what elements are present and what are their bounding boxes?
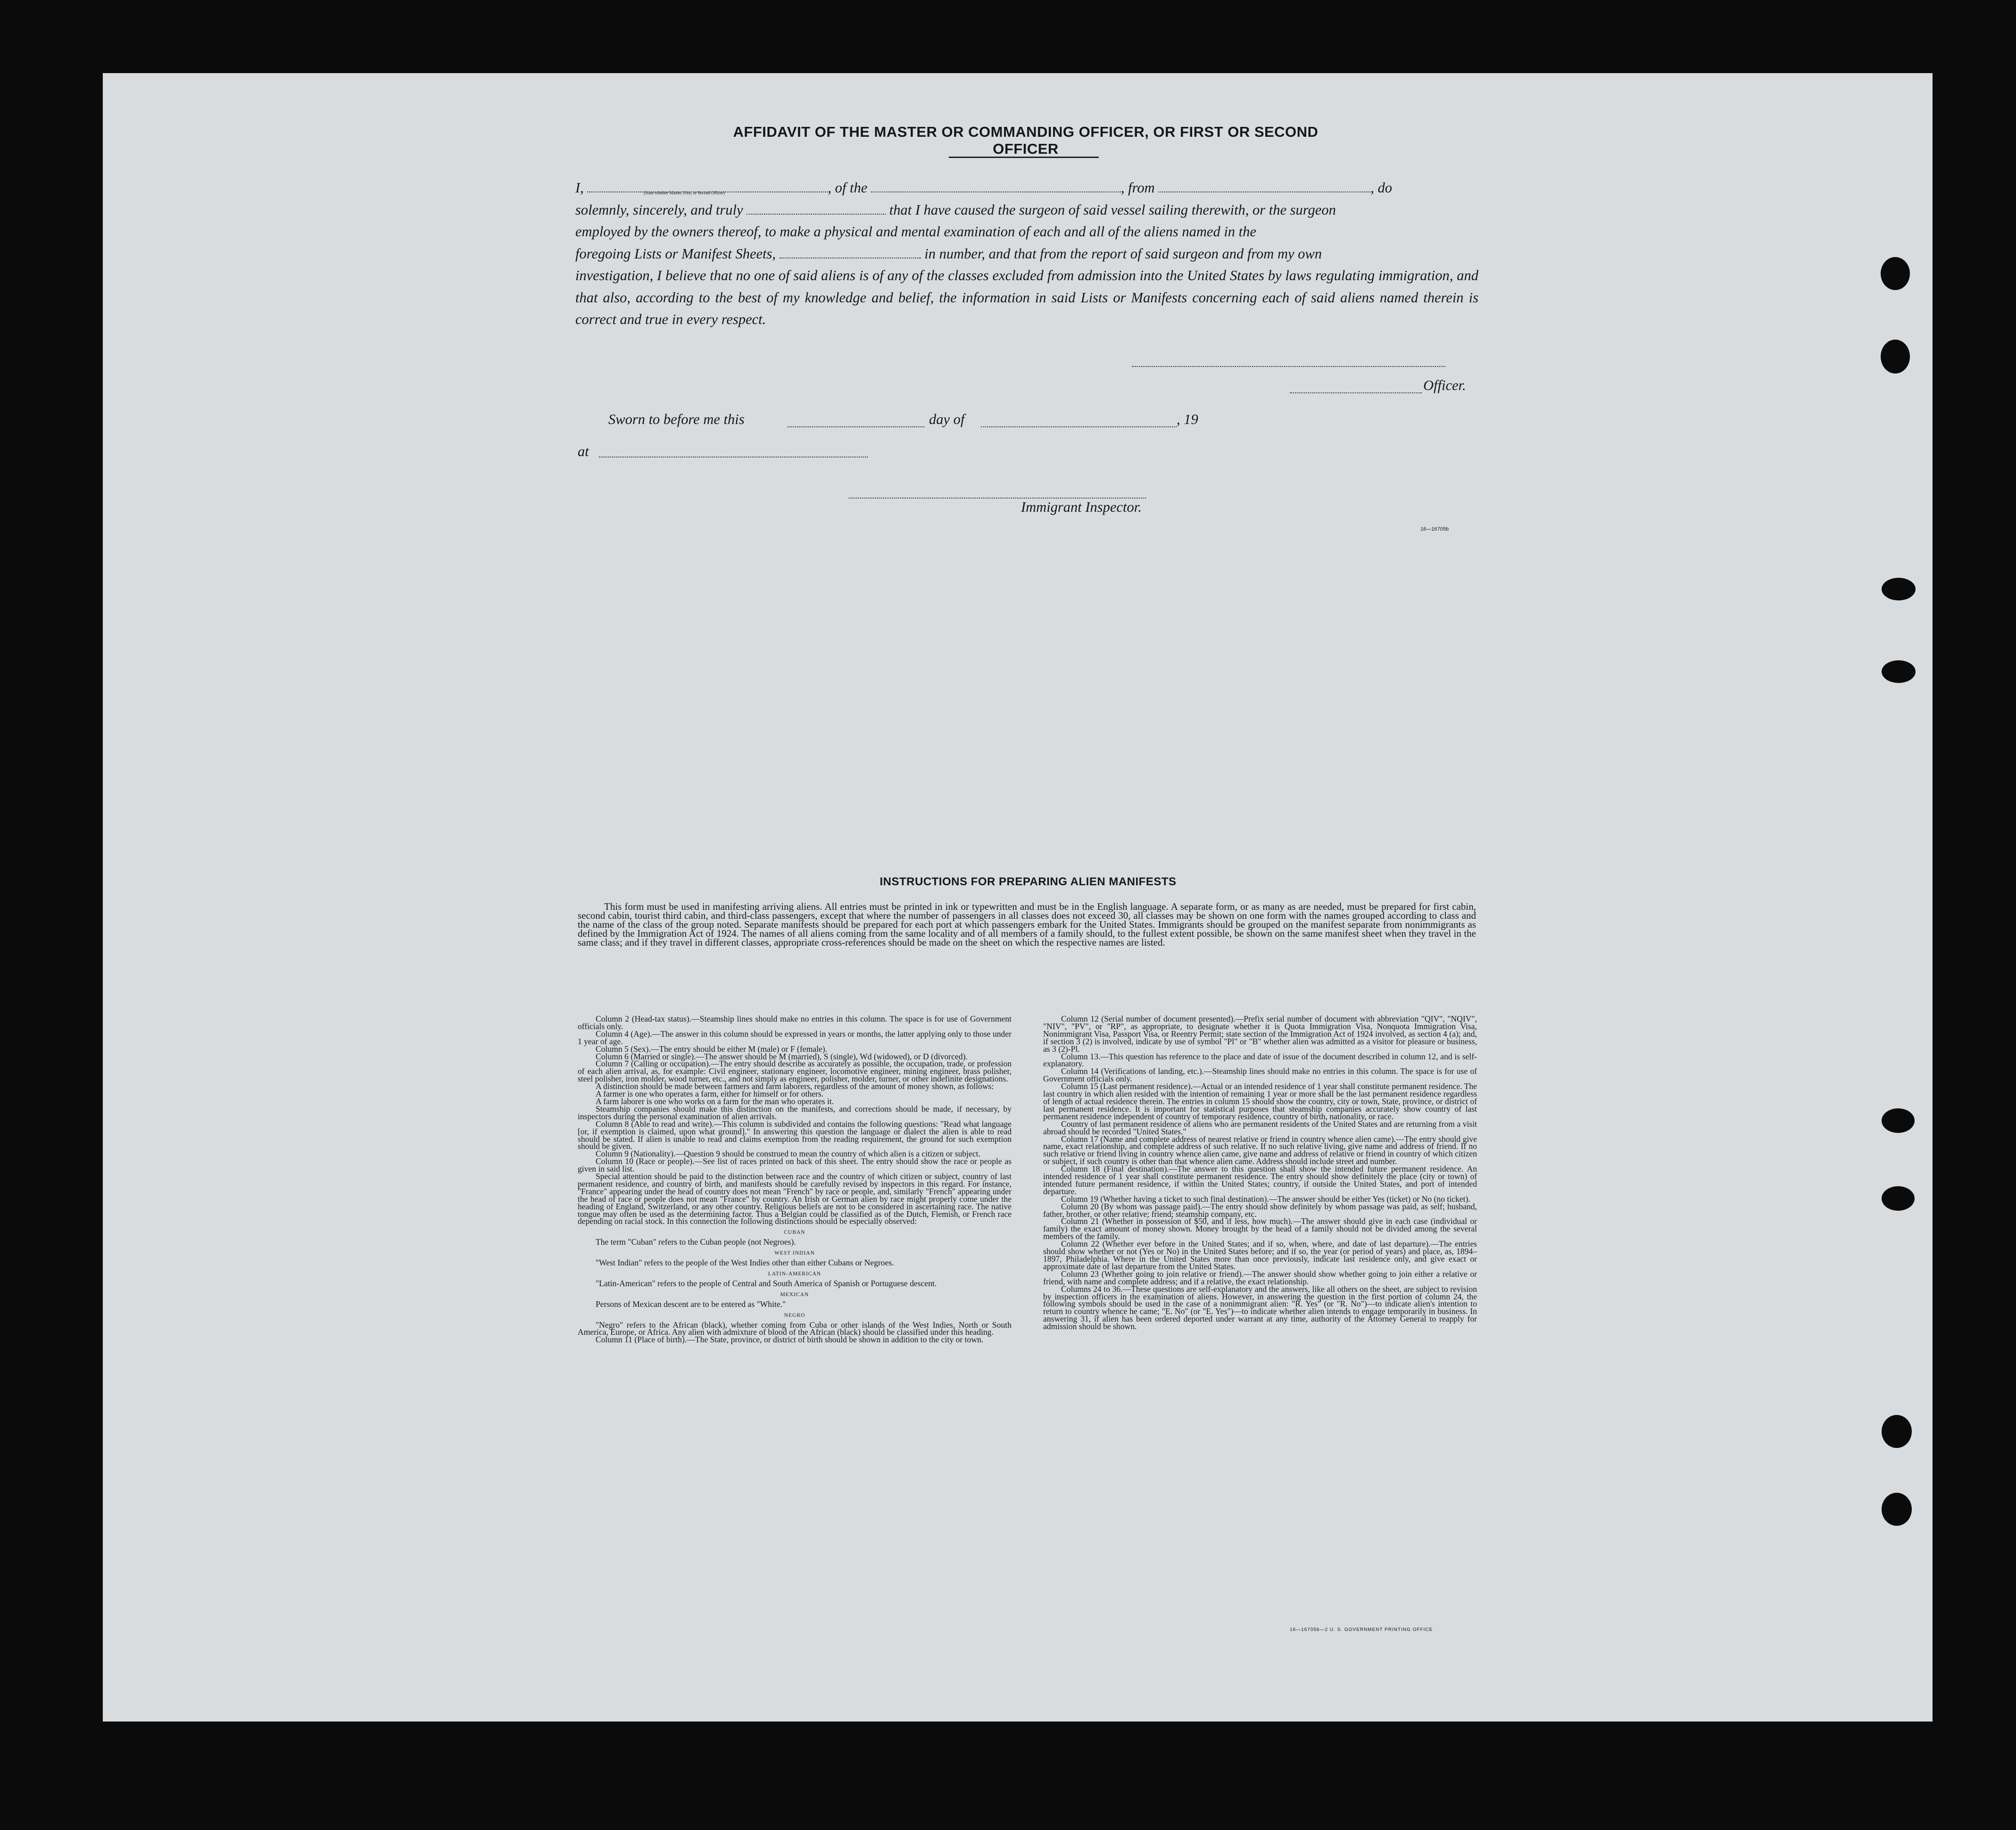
instruction-paragraph: Column 2 (Head-tax status).—Steamship lines should make no entries in this column. The space is for use of Government officials only. xyxy=(578,1014,1012,1031)
instruction-paragraph: Country of last permanent residence of aliens who are permanent residents of the United States and are returning from a visit abroad should be recorded "United States." xyxy=(1043,1119,1477,1136)
affidavit-line-1: I, , of the , from , do (State whether Master, First, or Second Officer) xyxy=(575,180,1393,196)
instruction-paragraph: Column 19 (Whether having a ticket to such final destination).—The answer should be either Yes (ticket) or No (no ticket). xyxy=(1061,1194,1470,1204)
instruction-paragraph: Column 18 (Final destination).—The answer to this question shall show the intended future permanent residence. An intended residence of 1 year shall constitute permanent residence. The entry should show definitely the place (city or town) of intended future permanent residence, if within the United States; country, if outside the United States, and port of intended departure. xyxy=(1043,1164,1477,1196)
instruction-paragraph: Column 9 (Nationality).—Question 9 should be construed to mean the country of which alien is a citizen or subject. xyxy=(596,1149,980,1159)
sheet-count-blank[interactable] xyxy=(780,247,921,258)
instruction-paragraph: "Negro" refers to the African (black), whether coming from Cuba or other islands of the West Indies, North or South America, Europe, or Africa. Any alien with admixture of blood of the African (black) should be classified under this heading. xyxy=(578,1320,1012,1337)
instruction-paragraph: Column 21 (Whether in possession of $50, and if less, how much).—The answer should give in each case (individual or family) the exact amount of money shown. Money brought by the head of a family should not be divided among the several members of the family. xyxy=(1043,1216,1477,1241)
affidavit-line-4: foregoing Lists or Manifest Sheets, in number, and that from the report of said surgeon and from my own xyxy=(575,245,1322,262)
inspector-signature-line[interactable] xyxy=(849,498,1146,499)
binder-hole xyxy=(1882,1108,1915,1133)
heading-latin-american: LATIN-AMERICAN xyxy=(768,1271,821,1277)
instruction-paragraph: The term "Cuban" refers to the Cuban people (not Negroes). xyxy=(596,1237,796,1247)
officer-label: Officer. xyxy=(1423,377,1466,393)
affidavit-rest: investigation, I believe that no one of said aliens is of any of the classes excluded from admission into the United States by laws regulating immigration, and that also, according to the best of my knowledge and belief, the information in said Lists or Manifests concerning each of said aliens named therein is correct and true in every respect. xyxy=(575,267,1478,327)
instruction-paragraph: Column 23 (Whether going to join relative or friend).—The answer should show whether going to join either a relative or friend, with name and complete address; and if a relative, the exact relationship. xyxy=(1043,1269,1477,1286)
heading-west-indian: WEST INDIAN xyxy=(774,1250,815,1256)
day-of-label: day of xyxy=(929,411,965,427)
sworn-month-blank[interactable] xyxy=(981,426,1177,427)
instruction-paragraph: Column 5 (Sex).—The entry should be either M (male) or F (female). xyxy=(596,1044,828,1054)
instruction-paragraph: A farmer is one who operates a farm, either for himself or for others. xyxy=(596,1089,824,1099)
printing-office-footer: 16—16705b—2 U. S. GOVERNMENT PRINTING OFFICE xyxy=(1290,1627,1433,1632)
instruction-paragraph: Column 17 (Name and complete address of nearest relative or friend in country whence alien came).—The entry should give name, exact relationship, and complete address of such relative. If no such relative living, give name and address of friend. If no such relative or friend living in country whence alien came, give name and address of relative or friend in country of which citizen or subject, if such country is other than that whence alien came. Address should include street and number. xyxy=(1043,1134,1477,1166)
title-underline xyxy=(949,157,1099,158)
instruction-paragraph: Persons of Mexican descent are to be entered as "White." xyxy=(596,1299,786,1309)
heading-negro: NEGRO xyxy=(784,1312,805,1318)
instruction-paragraph: Columns 24 to 36.—These questions are self-explanatory and the answers, like all others on the sheet, are subject to revision by inspection officers in the examination of aliens. However, in answering the question in the first portion of column 24, the following symbols should be used in the case of a nonimmigrant alien: "R. Yes" (or "R. No")—to indicate alien's intention to return to country whence he came; "E. No" (or "E. Yes")—to indicate whether alien intends to engage temporarily in business. In answering 31, if alien has been ordered deported under warrant at any time, authority of the Attorney General to reapply for admission should be shown. xyxy=(1043,1284,1477,1331)
instruction-paragraph: Column 12 (Serial number of document presented).—Prefix serial number of document with abbreviation "QIV", "NQIV", "NIV", "PV", or "RP", as appropriate, to designate whether it is Quota Immigration Visa, Nonquota Immigration Visa, Nonimmigrant Visa, Passport Visa, or Reentry Permit; state section of the Immigration Act of 1924 involved, as section 4 (a); and, if section 3 (2) is involved, indicate by use of symbol "Pl" or "B" whether alien was admitted as a visitor for pleasure or business, as 3 (2)-Pl. xyxy=(1043,1014,1477,1054)
instruction-paragraph: A distinction should be made between farmers and farm laborers, regardless of the amount of money shown, as follows: xyxy=(596,1081,994,1091)
instructions-left-column xyxy=(578,1015,1012,1344)
rank-note: (State whether Master, First, or Second Officer) xyxy=(644,191,725,195)
at-label: at xyxy=(578,443,589,459)
signature-blank[interactable] xyxy=(747,203,886,215)
binder-hole xyxy=(1882,660,1916,683)
instruction-paragraph: "Latin-American" refers to the people of Central and South America of Spanish or Portuguese descent. xyxy=(596,1278,937,1288)
instruction-paragraph: Column 6 (Married or single).—The answer should be M (married), S (single), Wd (widowed), or D (divorced). xyxy=(596,1051,968,1061)
instruction-paragraph: "West Indian" refers to the people of the West Indies other than either Cubans or Negroes. xyxy=(596,1258,894,1268)
instructions-right-column xyxy=(1043,1015,1477,1331)
instruction-paragraph: Column 14 (Verifications of landing, etc.).—Steamship lines should make no entries in this column. The space is for use of Government officials only. xyxy=(1043,1066,1477,1084)
sworn-label: Sworn to before me this xyxy=(608,411,745,427)
binder-hole xyxy=(1881,257,1910,290)
vessel-blank[interactable] xyxy=(871,181,1121,192)
instruction-paragraph: Column 8 (Able to read and write).—This column is subdivided and contains the following questions: "Read what language [or, if exemption is claimed, upon what ground]." In answering this question the language or dialect the alien is able to read should be stated. If alien is unable to read and claims exemption from the reading requirement, the ground for such exemption should be given. xyxy=(578,1119,1012,1151)
affidavit-line-2: solemnly, sincerely, and truly that I have caused the surgeon of said vessel sailing therewith, or the surgeon xyxy=(575,201,1336,218)
instruction-paragraph: Column 10 (Race or people).—See list of races printed on back of this sheet. The entry should show the race or people as given in said list. xyxy=(578,1156,1012,1174)
instruction-paragraph: Column 20 (By whom was passage paid).—The entry should show definitely by whom passage was paid, as self; husband, father, brother, or other relative; friend; steamship company, etc. xyxy=(1043,1201,1477,1219)
affidavit-body xyxy=(575,177,1478,331)
form-code: 16—16705b xyxy=(1420,526,1449,532)
instruction-paragraph: Column 13.—This question has reference to the place and date of issue of the document described in column 12, and is self-explanatory. xyxy=(1043,1051,1477,1069)
binder-hole xyxy=(1881,340,1910,374)
instructions-intro: This form must be used in manifesting arriving aliens. All entries must be printed in ink or typewritten and must be in the English language. A separate form, or as many as are needed, must be prepared for first cabin, second cabin, tourist third cabin, and third-class passengers, except that where the number of passengers in all classes does not exceed 30, all classes may be shown on one form with the names grouped according to class and the name of the class of the group noted. Separate manifests should be prepared for each port at which passengers embark for the United States. Immigrants should be grouped on the manifest separate from nonimmigrants as defined by the Immigration Act of 1924. The names of all aliens coming from the same locality and of all members of a family should, to the fullest extent possible, be shown on the same manifest sheet when they travel in the same class; and if they travel in different classes, appropriate cross-references should be made on the sheet on which the respective names are listed. xyxy=(578,901,1476,948)
heading-cuban: CUBAN xyxy=(784,1230,805,1236)
affidavit-line-3: employed by the owners thereof, to make a physical and mental examination of each and all of the aliens named in the xyxy=(575,224,1256,240)
instruction-paragraph: Steamship companies should make this distinction on the manifests, and corrections should be made, if necessary, by inspectors during the personal examination of alien arrivals. xyxy=(578,1104,1012,1121)
instruction-paragraph: A farm laborer is one who works on a farm for the man who operates it. xyxy=(596,1096,834,1106)
binder-hole xyxy=(1882,578,1916,600)
instruction-paragraph: Special attention should be paid to the distinction between race and the country of which citizen or subject, country of last permanent residence, and country of birth, and manifests should be carefully revised by inspectors in this regard. For instance, "France" appearing under the head of country does not mean "French" by race or people, and, similarly "French" appearing under the head of race or people does not mean "France" by country. An Irish or German alien by race might properly come under the heading of England, Switzerland, or any other country. Religious beliefs are not to be considered in ascertaining race. The native tongue may often be used as the determining factor. Thus a Belgian could be classified as of the Dutch, Flemish, or French race depending on racial stock. In this connection the following distinctions should be especially observed: xyxy=(578,1172,1012,1226)
instructions-title: INSTRUCTIONS FOR PREPARING ALIEN MANIFESTS xyxy=(879,875,1177,888)
instruction-paragraph: Column 22 (Whether ever before in the United States; and if so, when, where, and date of last departure).—The entries should show whether or not (Yes or No) in the United States before; and if so, the year (or period of years) and place, as, 1894–1897, Philadelphia. Where in the United States more than once previously, indicate last residence only, and give exact or approximate date of last departure from the United States. xyxy=(1043,1239,1477,1271)
binder-hole xyxy=(1882,1493,1912,1526)
affidavit-title: AFFIDAVIT OF THE MASTER OR COMMANDING OFFICER, OR FIRST OR SECOND OFFICER xyxy=(733,124,1319,157)
instruction-paragraph: Column 7 (Calling or occupation).—The entry should describe as accurately as possible, the occupation, trade, or profession of each alien arrival, as, for example: Civil engineer, stationary engineer, locomotive engineer, mining engineer, brass polisher, steel polisher, iron molder, wood turner, etc., and not simply as engineer, polisher, molder, turner, or other indefinite designations. xyxy=(578,1059,1012,1084)
port-blank[interactable] xyxy=(1158,181,1370,192)
binder-hole xyxy=(1882,1415,1912,1448)
heading-mexican: MEXICAN xyxy=(780,1291,809,1298)
inspector-label: Immigrant Inspector. xyxy=(1021,499,1142,515)
officer-line[interactable] xyxy=(1290,392,1422,393)
year-label: , 19 xyxy=(1177,411,1198,427)
signature-line[interactable] xyxy=(1132,366,1445,367)
instruction-paragraph: Column 15 (Last permanent residence).—Actual or an intended residence of 1 year shall constitute permanent residence. The last country in which alien resided with the intention of remaining 1 year or more shall be the last permanent residence regardless of length of actual residence therein. The entries in column 15 should show the country, city or town, State, province, or district of last permanent residence. It is important for statistical purposes that steamship companies accurately show country of last permanent residence independent of country of temporary residence, country of birth, nationality, or race. xyxy=(1043,1081,1477,1121)
binder-hole xyxy=(1882,1186,1915,1211)
instruction-paragraph: Column 4 (Age).—The answer in this column should be expressed in years or months, the latter applying only to those under 1 year of age. xyxy=(578,1029,1012,1046)
instruction-paragraph: Column 11 (Place of birth).—The State, province, or district of birth should be shown in addition to the city or town. xyxy=(596,1335,984,1345)
at-place-blank[interactable] xyxy=(599,457,868,458)
sworn-day-blank[interactable] xyxy=(788,426,924,427)
